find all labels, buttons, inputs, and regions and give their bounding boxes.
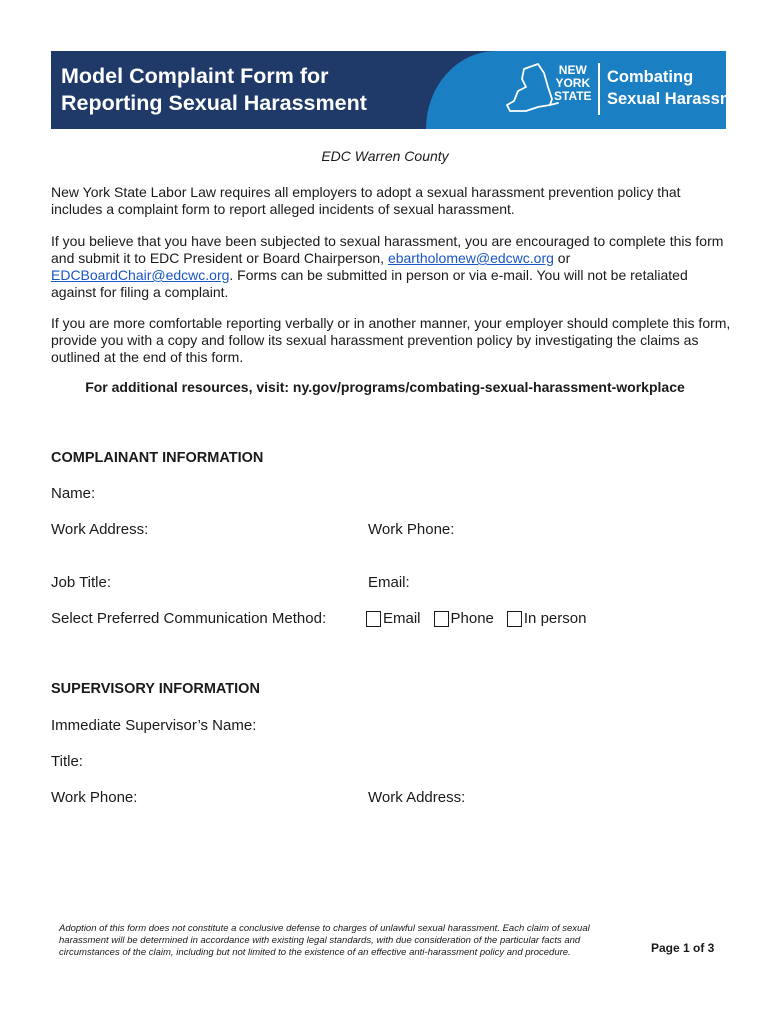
new-york-state-logo-text [554,64,592,103]
intro-p2-text-2: or [553,250,571,266]
intro-p2-text-1: If you believe that you have been subjected to sexual harassment, you are encouraged to complete this form and submit it to EDC President or Board Chairperson, [51,233,724,266]
logo-divider [598,63,600,115]
preferred-communication-label: Select Preferred Communication Method: [51,610,327,627]
complainant-section-heading: COMPLAINANT INFORMATION [51,450,264,466]
logo-york: YORK [555,76,591,90]
form-title [61,63,367,117]
option-phone[interactable] [434,610,494,627]
president-email-link[interactable]: ebartholomew@edcwc.org [387,250,554,266]
intro-paragraph-2 [51,233,731,301]
campaign-title-line2: Sexual Harassment [607,90,760,108]
supervisor-name-label: Immediate Supervisor’s Name: [51,717,257,734]
complainant-email-label: Email: [368,574,410,591]
phone-option-label: Phone [450,610,494,627]
communication-method-options [366,610,599,627]
email-checkbox[interactable] [366,611,381,627]
option-email[interactable] [366,610,421,627]
legal-disclaimer: Adoption of this form does not constitute a conclusive defense to charges of unlawful sexual harassment. Each claim of sexual harassment will be determined in accordance with existing legal standards, with due consideration of the particular facts and circumstances of the claim, including but not limited to the existence of an effective anti-harassment policy and procedure. [59,923,590,958]
complainant-work-address-label: Work Address: [51,521,149,538]
logo-new: NEW [558,63,587,77]
email-option-label: Email [383,610,421,627]
new-york-state-map-icon [504,61,560,119]
resources-link-text: For additional resources, visit: ny.gov/programs/combating-sexual-harassment-workplace [85,379,685,395]
chair-email-link[interactable]: EDCBoardChair@edcwc.org [51,267,230,283]
phone-checkbox[interactable] [434,611,449,627]
in-person-option-label: In person [523,610,587,627]
supervisor-title-label: Title: [51,753,83,770]
logo-state: STATE [554,89,592,103]
complainant-name-label: Name: [51,485,96,502]
intro-paragraph-3: If you are more comfortable reporting verbally or in another manner, your employer should complete this form, provide you with a copy and follow its sexual harassment prevention policy by investigating the claims as outlined at the end of this form. [51,315,731,365]
complainant-work-phone-label: Work Phone: [368,521,455,538]
header-banner [51,51,760,129]
intro-p2-text-3: . Forms can be submitted in person or via e-mail. You will not be retaliated against for filing a complaint. [51,267,688,300]
intro-paragraph-1: New York State Labor Law requires all employers to adopt a sexual harassment prevention policy that includes a complaint form to report alleged incidents of sexual harassment. [51,184,681,217]
complainant-job-title-label: Job Title: [51,574,112,591]
option-in-person[interactable] [507,610,587,627]
supervisor-work-phone-label: Work Phone: [51,789,138,806]
campaign-title-line1: Combating [607,68,694,86]
page-number: Page 1 of 3 [651,941,715,955]
supervisor-work-address-label: Work Address: [368,789,466,806]
supervisory-section-heading: SUPERVISORY INFORMATION [51,681,260,697]
form-title-line2: Reporting Sexual Harassment [61,91,367,115]
organization-subtitle: EDC Warren County [321,148,449,164]
in-person-checkbox[interactable] [507,611,522,627]
form-title-line1: Model Complaint Form for [61,64,329,88]
campaign-title [607,66,759,110]
